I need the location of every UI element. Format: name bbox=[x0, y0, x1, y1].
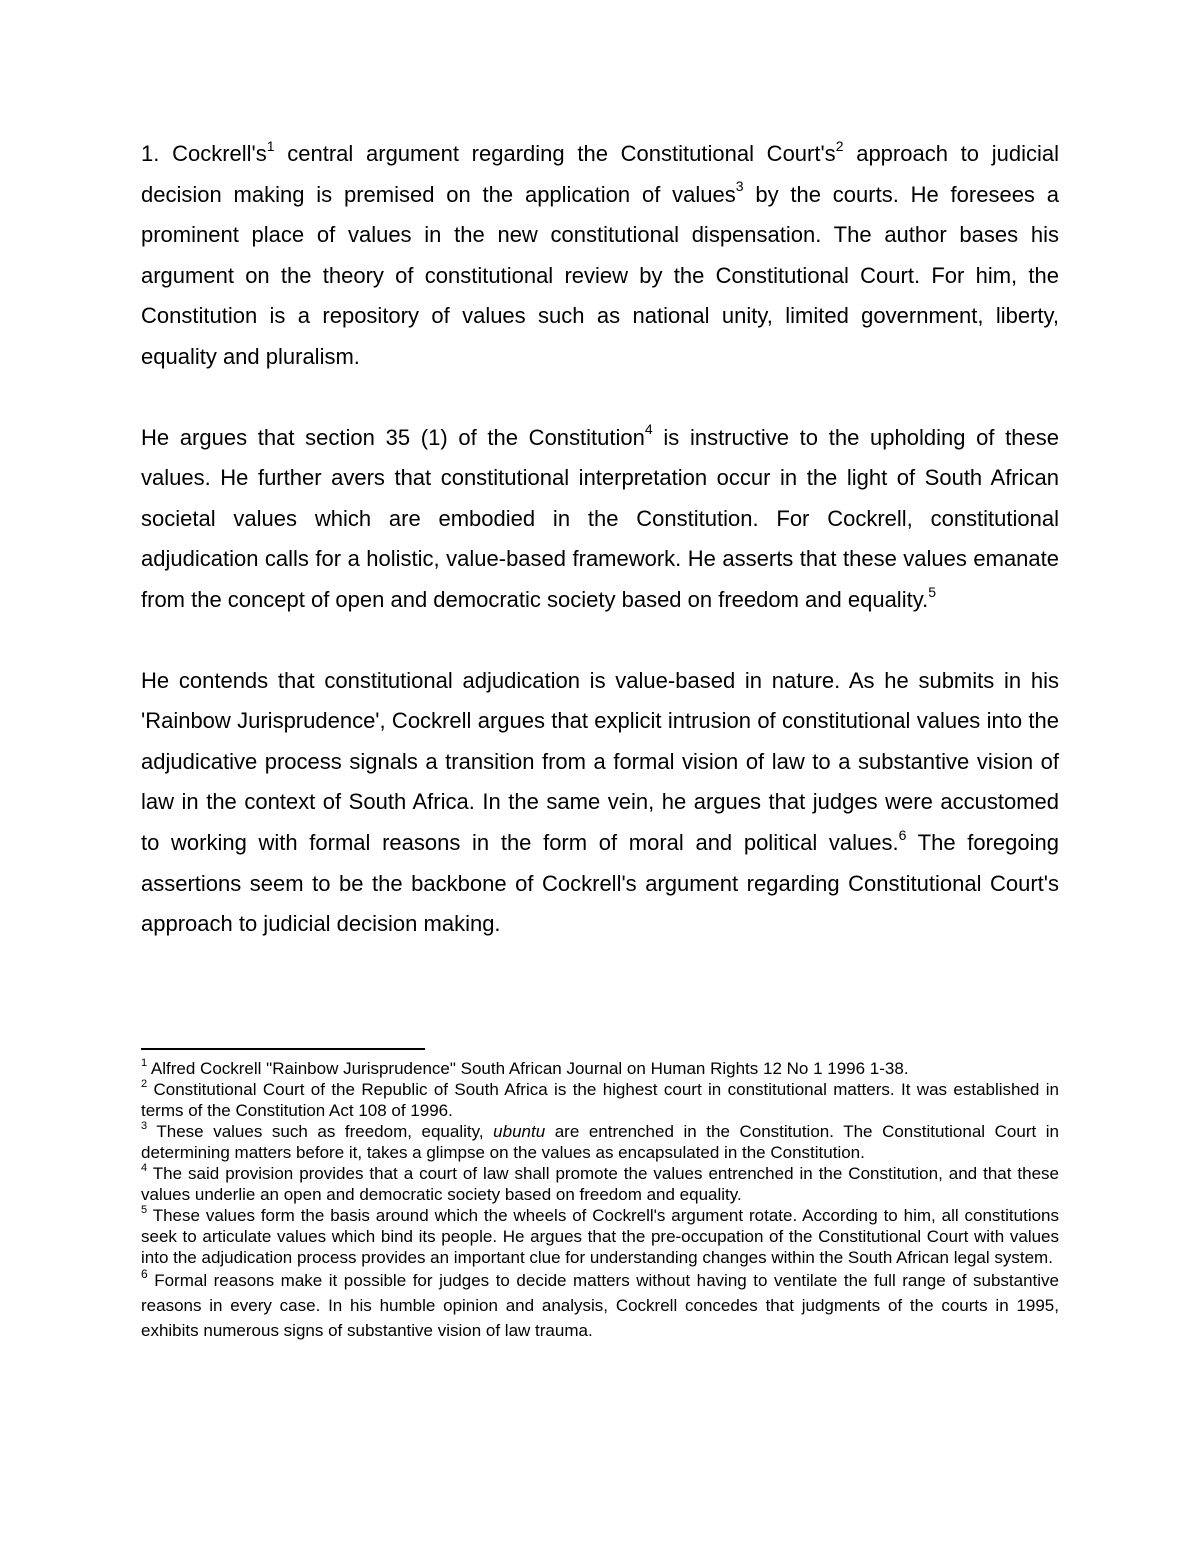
footnote-separator bbox=[141, 1048, 425, 1050]
footnote-number: 1 bbox=[141, 1057, 148, 1070]
footnote bbox=[141, 1163, 1059, 1205]
text-run: These values such as freedom, equality, bbox=[147, 1122, 494, 1141]
text-run: 1. Cockrell's bbox=[141, 141, 267, 166]
text-run: are entrenched in the Constitution. The Constitutional Court in determining matters before it, takes a glimpse on the values as encapsulated in the Constitution. bbox=[141, 1122, 1059, 1162]
footnote bbox=[141, 1268, 1059, 1343]
footnote-number: 5 bbox=[141, 1204, 148, 1217]
text-run: He contends that constitutional adjudication is value-based in nature. As he submits in his 'Rainbow Jurisprudence', Cockrell argues that explicit intrusion of constitutional values into the adjudicative process signals a transition from a formal vision of law to a substantive vision of law in the context of South Africa. In the same vein, he argues that judges were accustomed to working with formal reasons in the form of moral and political values. bbox=[141, 667, 1059, 855]
footnote-number: 6 bbox=[141, 1267, 148, 1282]
footnote-number: 3 bbox=[141, 1120, 148, 1133]
text-run: central argument regarding the Constitutional Court's bbox=[274, 141, 836, 166]
footnotes bbox=[141, 1058, 1059, 1343]
footnote-marker: 1 bbox=[266, 137, 275, 154]
footnote bbox=[141, 1205, 1059, 1268]
text-run: The foregoing assertions seem to be the backbone of Cockrell's argument regarding Constitutional Court's approach to judicial decision making. bbox=[141, 829, 1059, 937]
footnote bbox=[141, 1058, 1059, 1079]
paragraph bbox=[141, 661, 1059, 945]
text-run: Formal reasons make it possible for judges to decide matters without having to ventilate the full range of substantive reasons in every case. In his humble opinion and analysis, Cockrell concedes that judgments of the courts in 1995, exhibits numerous signs of substantive vision of law trauma. bbox=[141, 1271, 1059, 1340]
text-run: These values form the basis around which the wheels of Cockrell's argument rotate. According to him, all constitutions seek to articulate values which bind its people. He argues that the pre-occupation of the Constitutional Court with values into the adjudication process provides an important clue for understanding changes within the South African legal system. bbox=[141, 1206, 1059, 1267]
footnote bbox=[141, 1121, 1059, 1163]
text-run: Alfred Cockrell "Rainbow Jurisprudence" South African Journal on Human Rights 12 No 1 1996 1-38. bbox=[147, 1059, 909, 1078]
text-run: approach to judicial decision making is premised on the application of values bbox=[141, 141, 1059, 207]
paragraph bbox=[141, 418, 1059, 621]
text-run: is instructive to the upholding of these values. He further avers that constitutional interpretation occur in the light of South African societal values which are embodied in the Constitution. For Cockrell, constitutional adjudication calls for a holistic, value-based framework. He asserts that these values emanate from the concept of open and democratic society based on freedom and equality. bbox=[141, 424, 1059, 612]
footnote bbox=[141, 1079, 1059, 1121]
document-body bbox=[141, 134, 1059, 945]
footnote-marker: 4 bbox=[644, 421, 653, 438]
footnote-marker: 3 bbox=[735, 178, 744, 195]
text-run: He argues that section 35 (1) of the Constitution bbox=[141, 424, 645, 450]
italic-text: ubuntu bbox=[493, 1122, 546, 1141]
footnote-marker: 2 bbox=[835, 137, 844, 154]
text-run: by the courts. He foresees a prominent place of values in the new constitutional dispensation. The author bases his argument on the theory of constitutional review by the Constitutional Court. For him, the Constitution is a repository of values such as national unity, limited government, liberty, equality and pluralism. bbox=[141, 181, 1059, 369]
footnote-number: 2 bbox=[141, 1078, 148, 1091]
paragraph bbox=[141, 134, 1059, 378]
footnote-marker: 6 bbox=[898, 826, 907, 843]
text-run: The said provision provides that a court of law shall promote the values entrenched in the Constitution, and that these values underlie an open and democratic society based on freedom and equality. bbox=[141, 1164, 1059, 1204]
text-run: Constitutional Court of the Republic of South Africa is the highest court in constitutional matters. It was established in terms of the Constitution Act 108 of 1996. bbox=[141, 1080, 1059, 1120]
footnote-marker: 5 bbox=[928, 583, 936, 600]
footnote-number: 4 bbox=[141, 1162, 148, 1175]
